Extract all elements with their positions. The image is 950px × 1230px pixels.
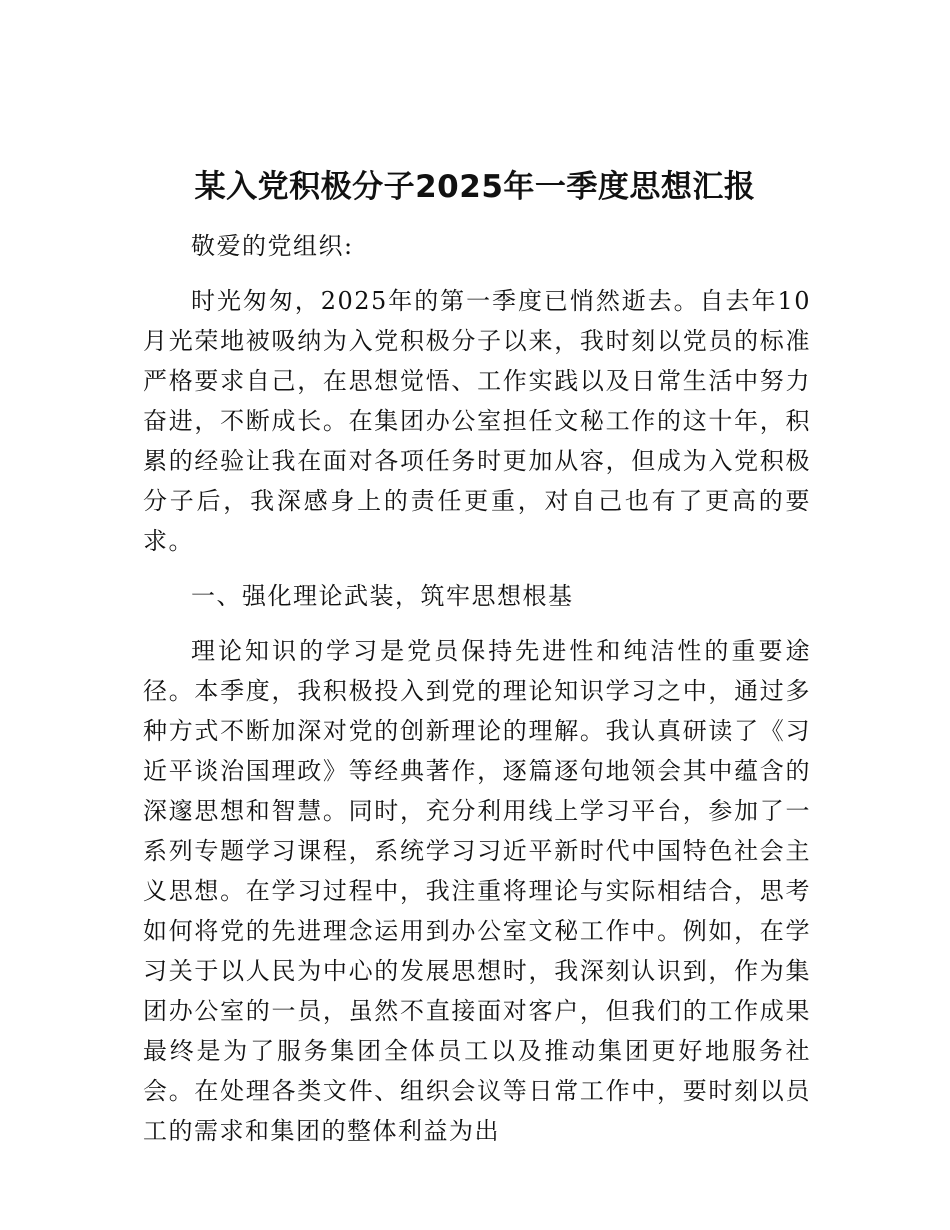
document-title: 某入党积极分子2025年一季度思想汇报 xyxy=(194,169,756,205)
paragraph-theory-study: 理论知识的学习是党员保持先进性和纯洁性的重要途径。本季度，我积极投入到党的理论知识学习之中，通过多种方式不断加深对党的创新理论的理解。我认真研读了《习近平谈治国理政》等经典著作，逐篇逐句地领会其中蕴含的深邃思想和智慧。同时，充分利用线上学习平台，参加了一系列专题学习课程，系统学习习近平新时代中国特色社会主义思想。在学习过程中，我注重将理论与实际相结合，思考如何将党的先进理念运用到办公室文秘工作中。例如，在学习关于以人民为中心的发展思想时，我深刻认识到，作为集团办公室的一员，虽然不直接面对客户，但我们的工作成果最终是为了服务集团全体员工以及推动集团更好地服务社会。在处理各类文件、组织会议等日常工作中，要时刻以员工的需求和集团的整体利益为出 xyxy=(143,637,811,1145)
section-heading: 一、强化理论武装，筑牢思想根基 xyxy=(191,582,574,610)
paragraph-intro: 时光匆匆，2025年的第一季度已悄然逝去。自去年10月光荣地被吸纳为入党积极分子以来，我时刻以党员的标准严格要求自己，在思想觉悟、工作实践以及日常生活中努力奋进，不断成长。在集团办公室担任文秘工作的这十年，积累的经验让我在面对各项任务时更加从容，但成为入党积极分子后，我深感身上的责任更重，对自己也有了更高的要求。 xyxy=(143,287,811,555)
salutation: 敬爱的党组织: xyxy=(191,232,354,260)
document-body xyxy=(143,226,811,1151)
